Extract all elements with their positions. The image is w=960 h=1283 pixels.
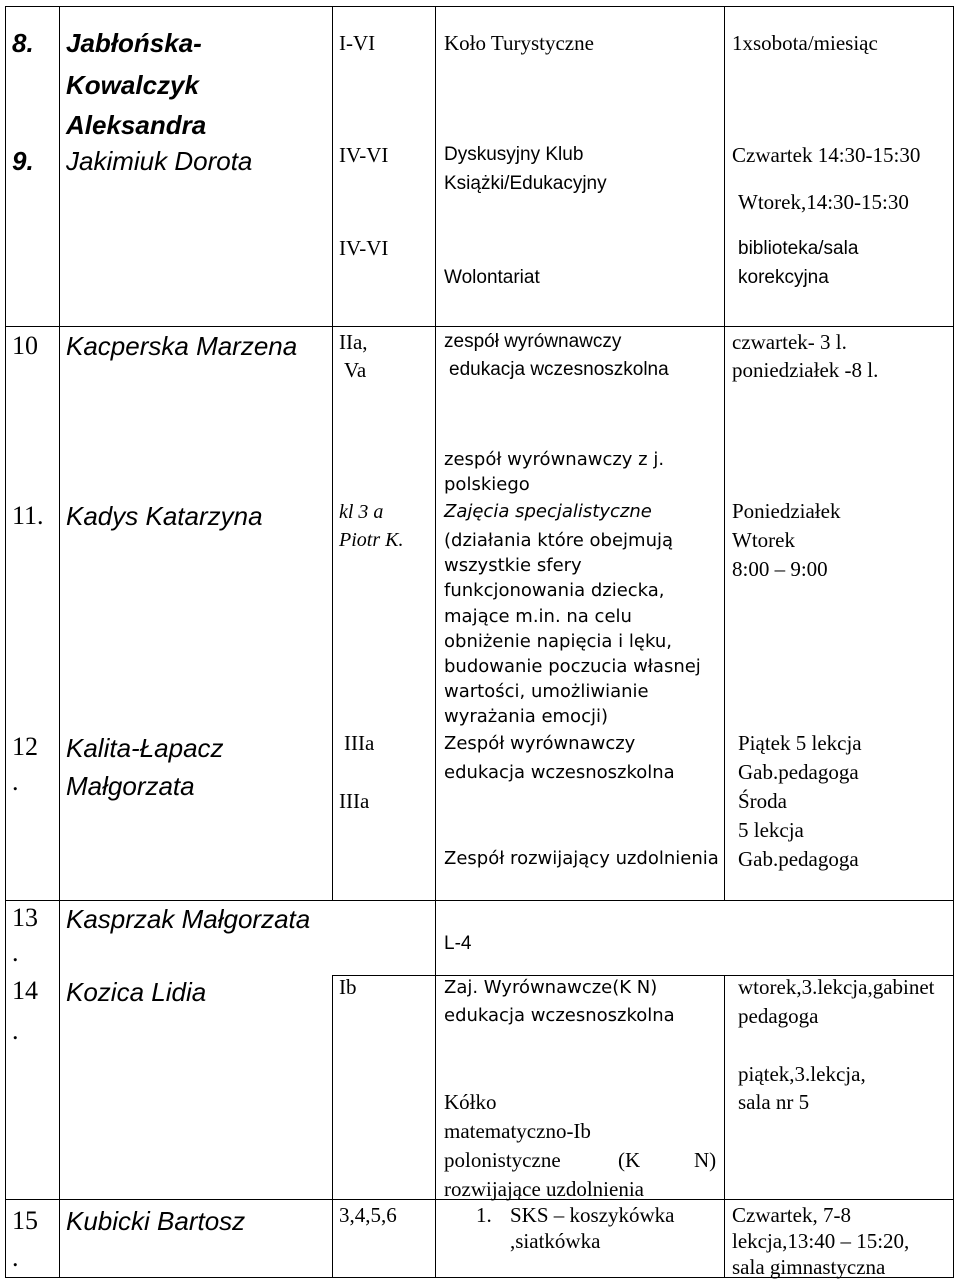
row-number: . [12, 767, 19, 796]
schedule-cell: poniedziałek -8 l. [732, 358, 879, 382]
activity-cell: (K [618, 1148, 641, 1172]
column-divider [724, 6, 725, 900]
row-number: 8. [12, 28, 34, 58]
activity-cell: edukacja wczesnoszkolna [449, 359, 669, 380]
teacher-name: Aleksandra [66, 110, 207, 140]
teacher-name: Kacperska Marzena [66, 331, 298, 361]
activity-cell: SKS – koszykówka [510, 1203, 675, 1227]
row-number: 14 [12, 976, 38, 1005]
row-number: 9. [12, 146, 34, 176]
activity-cell: N) [694, 1148, 717, 1172]
activity-cell: Dyskusyjny Klub [444, 144, 584, 165]
activity-cell: Kółko [444, 1090, 497, 1114]
activity-cell: mające m.in. na celu [444, 606, 632, 627]
table-border-right [953, 6, 954, 1278]
schedule-cell: lekcja,13:40 – 15:20, [732, 1229, 910, 1253]
activity-cell: edukacja wczesnoszkolna [444, 762, 675, 783]
activity-cell: rozwijające uzdolnienia [444, 1177, 644, 1201]
schedule-cell: korekcyjna [738, 267, 829, 288]
class-cell: IV-VI [339, 143, 389, 167]
schedule-cell: Wtorek [732, 528, 795, 552]
activity-cell: ,siatkówka [510, 1229, 601, 1253]
activity-cell: edukacja wczesnoszkolna [444, 1005, 675, 1026]
activity-cell: Zespół wyrównawczy [444, 733, 636, 754]
schedule-cell: czwartek- 3 l. [732, 330, 847, 354]
schedule-cell: Czwartek 14:30-15:30 [732, 143, 921, 167]
schedule-cell: Gab.pedagoga [738, 847, 859, 871]
activity-cell: obniżenie napięcia i lęku, [444, 631, 672, 652]
class-cell: I-VI [339, 31, 376, 55]
row-divider [5, 6, 954, 7]
class-cell: IIIa [339, 789, 370, 813]
row-number: . [12, 1243, 19, 1272]
class-cell: IV-VI [339, 236, 389, 260]
schedule-cell: wtorek,3.lekcja,gabinet [738, 975, 935, 999]
column-divider [724, 975, 725, 1278]
activity-cell: Zajęcia specjalistyczne [444, 501, 652, 522]
teacher-name: Kalita-Łapacz [66, 733, 224, 763]
row-number: 10 [12, 331, 38, 360]
class-cell: Piotr K. [339, 529, 404, 551]
schedule-cell: Czwartek, 7-8 [732, 1203, 851, 1227]
teacher-name: Kadys Katarzyna [66, 501, 263, 531]
activity-cell: polskiego [444, 474, 530, 495]
activity-cell: L-4 [444, 933, 472, 954]
activity-cell: Koło Turystyczne [444, 31, 594, 55]
schedule-cell: 1xsobota/miesiąc [732, 31, 878, 55]
row-number: . [12, 938, 19, 967]
activity-cell: budowanie poczucia własnej [444, 656, 701, 677]
activity-cell: Zespół rozwijający uzdolnienia [444, 848, 719, 869]
teacher-name: Kozica Lidia [66, 977, 207, 1007]
row-number: 13 [12, 903, 38, 932]
activity-cell: polonistyczne [444, 1148, 561, 1172]
class-cell: kl 3 a [339, 501, 384, 523]
teacher-name: Jakimiuk Dorota [66, 146, 253, 176]
activity-cell: zespół wyrównawczy [444, 331, 622, 352]
row-number: . [12, 1016, 19, 1045]
class-cell: 3,4,5,6 [339, 1203, 397, 1227]
teacher-name: Małgorzata [66, 771, 195, 801]
teacher-name: Kubicki Bartosz [66, 1206, 246, 1236]
schedule-cell: sala gimnastyczna [732, 1255, 886, 1279]
schedule-cell: biblioteka/sala [738, 238, 859, 259]
schedule-cell: Poniedziałek [732, 499, 841, 523]
class-cell: IIa, [339, 330, 368, 354]
row-number: 15 [12, 1206, 38, 1235]
activity-cell: wszystkie sfery [444, 555, 582, 576]
class-cell: Va [344, 358, 367, 382]
activity-cell: 1. [476, 1203, 492, 1227]
column-divider [59, 6, 60, 1278]
teacher-name: Kasprzak Małgorzata [66, 904, 311, 934]
teacher-name: Kowalczyk [66, 70, 199, 100]
column-divider [332, 975, 333, 1278]
schedule-cell: 8:00 – 9:00 [732, 557, 828, 581]
schedule-cell: piątek,3.lekcja, [738, 1062, 866, 1086]
activity-cell: Wolontariat [444, 267, 540, 288]
row-number: 11. [12, 501, 44, 530]
activity-cell: wartości, umożliwianie [444, 681, 649, 702]
schedule-cell: pedagoga [738, 1004, 819, 1028]
schedule-cell: Wtorek,14:30-15:30 [738, 190, 909, 214]
teacher-name: Jabłońska- [66, 28, 202, 58]
schedule-cell: sala nr 5 [738, 1090, 810, 1114]
column-divider [435, 6, 436, 1278]
activity-cell: funkcjonowania dziecka, [444, 580, 665, 601]
schedule-cell: Środa [738, 789, 787, 813]
class-cell: Ib [339, 975, 357, 999]
schedule-cell: 5 lekcja [738, 818, 804, 842]
schedule-cell: Gab.pedagoga [738, 760, 859, 784]
schedule-cell: Piątek 5 lekcja [738, 731, 862, 755]
column-divider [332, 6, 333, 900]
activity-cell: wyrażania emocji) [444, 706, 608, 727]
activity-cell: zespół wyrównawczy z j. [444, 449, 665, 470]
table-border-left [5, 6, 6, 1278]
activity-cell: matematyczno-Ib [444, 1119, 591, 1143]
activity-cell: Książki/Edukacyjny [444, 173, 607, 194]
class-cell: IIIa [344, 731, 375, 755]
activity-cell: Zaj. Wyrównawcze(K N) [444, 977, 658, 998]
row-number: 12 [12, 732, 38, 761]
activity-cell: (działania które obejmują [444, 530, 674, 551]
